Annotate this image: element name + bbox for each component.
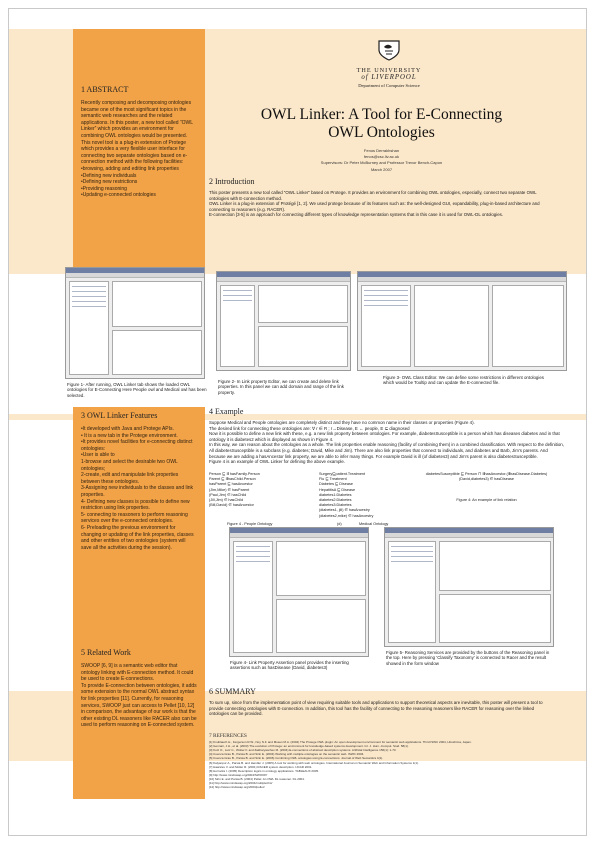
- axiom-row: (Jim,Mike) ∈ hasParent: [209, 487, 250, 492]
- reference-item: [8] Horrocks I. (2005) Description logics in ontology applications. TABLEAUX 2005.: [209, 768, 319, 773]
- summary-text: To sum up, since from the implementation point of view requiring suitable tools and applications to support theoretical aspects are inevitable, this poster will present a tool to provide connecting ontologies with E-connection. In addition, this tool has the facility of connecting to the reasoning reasoners like RACER for reasoning over the linked ontologies can be provided.: [209, 700, 543, 717]
- reference-item: [4] Cuenca Grau B., Parsia B. and Sirin E. (2004) Working with multiple ontologies on the semantic web. ISWC 2004.: [209, 752, 365, 757]
- title-line-2: OWL Ontologies: [328, 124, 435, 141]
- reference-item: [10] Sirin E. and Parsia B. (2004) Pellet: An OWL DL reasoner. DL 2004.: [209, 776, 305, 781]
- title-line-1: OWL Linker: A Tool for E-Connecting: [260, 106, 503, 123]
- abstract-bullet: •Updating e-connected ontologies: [81, 192, 156, 199]
- axiom-row: diabetes1:Diabetes: [319, 492, 352, 497]
- feature-item: •It developed with Java and Protege APIs.: [81, 426, 174, 432]
- medical-label-d: (d): [337, 522, 342, 526]
- poster-date: March 2007: [370, 167, 393, 172]
- reference-item: [2] Gennari, J.H., et al. (2003) The evolution of Protege: an environment for knowledge-based systems development. Int. J. Hum.-Comput. Stud. 58(1).: [209, 744, 409, 749]
- axiom-row: Person ⊑ ∃ hasFamily.Person: [209, 472, 260, 476]
- abstract-heading: 1 ABSTRACT: [81, 85, 129, 94]
- summary-section: [209, 687, 554, 717]
- example-p5: Figure 4 is an example of OWL Linker for defining the above example.: [209, 459, 346, 465]
- reference-item: [12] http://www.mindswap.org/2003/pellet/: [209, 785, 265, 790]
- axiom-row: (Jill,Jim) ∈ hasChild: [209, 498, 244, 503]
- axiom-row: (diabetes1, jill) ∈ hasAncestry: [319, 508, 370, 513]
- axiom-row: Parent ⊑ ∃hasChild.Person: [209, 477, 256, 482]
- figure-2-screenshot: [216, 271, 351, 371]
- example-p1: Suppose Medical and People ontologies are completely distinct and they have no common name in their classes or properties (Figure 4).: [209, 420, 475, 425]
- feature-item: • It is a new tab in the Protege environment.: [81, 432, 178, 439]
- figure-1-screenshot: [65, 267, 205, 379]
- university-logo: [339, 39, 439, 88]
- feature-item: 1-browse and select the desirable two OWL ontologies;: [81, 458, 178, 472]
- feature-item: 4- Defining new classes is possible to define new restriction using link properties.: [81, 498, 190, 512]
- example-heading: 4 Example: [209, 407, 244, 416]
- feature-item: 2-create, edit and manipulate link properties between these ontologies.: [81, 472, 179, 485]
- axiom-row: (Bill,David) ∈ hasAncestor: [209, 503, 254, 508]
- introduction-p1: This poster presents a new tool called “OWL Linker” based on Protege. It provides an environment for combining OWL ontologies, especially, connect two separate OWL ontologies with E-connection method.: [209, 190, 537, 201]
- supervisors: Supervisors: Dr Peter McBurney and Professor Trevor Bench-Capon: [320, 160, 443, 165]
- figure-3-screenshot: [357, 271, 567, 371]
- abstract-text: Recently composing and decomposing ontologies became one of the most significant topics in the semantic web researches and the related applications. In this poster, a new tool called “OWL Linker” which provides an environment for combining OWL ontologies would be presented. This novel tool is a plug-in extension of Protege which provides a very flexible user interface for connecting two separate ontologies based on e-connection method with the following facilities:: [81, 100, 193, 166]
- axiom-row: (Paul,Jim) ∈ hasChild: [209, 492, 247, 497]
- example-p4: In this way, we can reason about the ontologies as a whole. The link properties enable reasoning (facility of combining them) in a combined classification. With respect to the definition, All diabetesSusceptible is a subclass (e.g. diabetes; David, Mike and Jim). There are also link properties that connect to individuals, and diabetes and Barb, Jim's parents. And because we are adding a hasAncestor link property, we are able to infer many things. For example David is ill (of diabetes3) and Jim's parent is also diabetesSusceptible.: [209, 442, 564, 459]
- link-relation-label: Figure 4: An example of link relation: [456, 498, 517, 503]
- example-p3: Now it is possible to define a new link with these, e.g. a new link property between ontologies. For example, diabetesSusceptible is a person which has diseases diabetes and in that ontology it is diabetes2 which is displayed as shown in Figure 4.: [209, 431, 560, 442]
- reference-item: [7] Haarslev V. and Moller R. (2001) RACER system description. IJCAR 2001.: [209, 764, 313, 769]
- abstract-panel: [73, 29, 205, 274]
- axiom-row: diabetesSusceptible ⊑ Person ⊓ ∃hasAncestor.(∃hasDisease.Diabetes): [425, 472, 548, 476]
- abstract-bullet: •Defining new individuals: [81, 172, 137, 179]
- author: Fenos Derrakhshan: [363, 148, 400, 153]
- abstract-bullet: •browsing, adding and editing link properties: [81, 165, 179, 172]
- summary-heading: 6 SUMMARY: [209, 687, 256, 696]
- introduction-p3: E-connection [3-5] is an approach for connecting different types of knowledge representation systems that in this case it is used for OWL-DL ontologies.: [209, 212, 504, 218]
- axiom-row: (David,diabetes3) ∈ hasDisease: [458, 477, 514, 482]
- reference-item: [3] Kutz O., Lutz C., Wolter F. and Zakharyaschev M. (2004) E-connections of abstract description systems. Artificial Intelligence 156(1): 1-73.: [209, 748, 397, 753]
- axiom-row: (diabetes2,mike) ∈ hasAncestry: [319, 513, 374, 518]
- author-email: fenos@csc.liv.ac.uk: [363, 154, 400, 159]
- axiom-row: diabetes3:Diabetes: [319, 503, 352, 508]
- reference-item: [6] Kalyanpur A., Parsia B. and Hendler J. (2005) A tool for working with web ontologies. International Journal on Semantic Web and Information Systems 1(1).: [209, 760, 419, 765]
- introduction-heading: 2 Introduction: [209, 177, 255, 186]
- people-axioms: [209, 472, 319, 508]
- introduction-p2: OWL Linker is a plug-in extension of Protégé [1, 2]. We used protege because of its features such as: the well-designed GUI, expandability, plug-in-based architecture and connecting to reasoners (e.g. RACER).: [209, 201, 540, 212]
- poster-title: [209, 106, 554, 142]
- reference-item: [1] Knublauch H., Fergerson R.W., Noy N.F. and Musen M.A. (2004) The Protege OWL plugin: An open development environment for semantic web applications. Third ISWC 2004, Hiroshima, Japan.: [209, 740, 472, 745]
- figure-5-screenshot: [384, 527, 554, 647]
- features-panel: [73, 407, 205, 643]
- feature-item: •It provides novel facilities for e-connecting distinct ontologies:: [81, 439, 193, 452]
- axiom-row: Diabetes ⊑ Disease: [319, 482, 353, 487]
- references-heading: 7 REFERENCES: [209, 733, 247, 739]
- university-city: of LIVERPOOL: [361, 74, 417, 81]
- feature-item: •User is able to: [81, 452, 115, 459]
- feature-item: 5- connecting to reasoners to perform reasoning services over the e-connected ontologies.: [81, 511, 188, 525]
- figure-4-caption: Figure 4- Link Property Assertion panel provides the inserting assertions such as hasDisease (David, diabetes3): [230, 660, 349, 671]
- reference-item: [5] Cuenca Grau B., Parsia B. and Sirin E. (2006) Combining OWL ontologies using E-connections. Journal of Web Semantics 4(1).: [209, 756, 384, 761]
- example-section: [209, 407, 564, 465]
- related-text: SWOOP [6, 9] is a semantic web editor that ontology linking with E-connection method. It could be used to create E-connections.: [81, 663, 194, 683]
- university-name: THE UNIVERSITY: [356, 67, 422, 74]
- related-work-panel: [73, 641, 205, 799]
- axiom-row: Surgery⊑patient.Treatment: [319, 472, 366, 476]
- features-list: [81, 426, 197, 551]
- axiom-row: diabetes2:Diabetes: [319, 498, 352, 503]
- axiom-row: HepatitisA ⊑ Disease: [319, 487, 356, 492]
- poster-page: [8, 8, 587, 836]
- abstract-bullets: [81, 166, 197, 199]
- abstract-bullet: •Providing reasoning: [81, 185, 127, 192]
- feature-item: 6- Preloading the previous environment for changing or updating of the link properties, classes and other entities of two ontologies (system will save all the activities during the session).: [81, 524, 194, 551]
- medical-axioms: [319, 472, 409, 519]
- reference-item: [11] http://www.mindswap.org/2004/multipleOnt/: [209, 781, 273, 786]
- related-heading: 5 Related Work: [81, 648, 131, 657]
- figure-5-caption: Figure 5- Reasoning Services are provided by the buttons of the Reasoning panel in the top. Here by pressing ‘Classify Taxonomy’ is connected to Racer and the result showed in the form window: [386, 650, 550, 666]
- figure-3-caption: Figure 3- OWL Class Editor. We can define some restrictions in different ontologies which would be Tooltip and can update the E-connected file.: [383, 375, 544, 386]
- figure-1-caption: Figure 1- After running, OWL Linker tab shows the loaded OWL ontologies for E-Connecting Here People owl and Medical owl has been selected.: [67, 382, 207, 398]
- department: Department of Computer Science: [358, 83, 420, 88]
- axiom-row: Flu ⊑ Treatment: [319, 477, 347, 482]
- example-p2: The desired link for connecting these ontologies are: ∀ r ∈ R ; r→Disease, E ← people, E ⊆ diagnosed: [209, 425, 410, 431]
- references-section: [209, 734, 554, 789]
- medical-ontology-label: Medical Ontology: [359, 522, 389, 526]
- features-heading: 3 OWL Linker Features: [81, 411, 158, 420]
- introduction-section: [209, 177, 554, 218]
- figure-4-screenshot: [229, 527, 369, 657]
- related-text-2: To provide E-connection between ontologies, it adds some extension to the normal OWL abstract syntax for link properties [11]. Currently, for reasoning services, SWOOP just can access to Pellet [10, 12] in comparison, the advantage of our work is that the other existing DL reasoners like RACER also can be used to perform reasoning on E-connected system.: [81, 682, 197, 729]
- people-ontology-label: Figure 4 - People Ontology: [227, 522, 273, 526]
- link-axioms: [414, 472, 559, 504]
- abstract-bullet: •Defining new restrictions: [81, 179, 138, 186]
- reference-item: [9] http://www.mindswap.org/2004/SWOOP/: [209, 772, 268, 777]
- figure-2-caption: Figure 2- In Link property Editor, we can create and delete link properties. In this panel we can add domain and range of the link property.: [218, 379, 344, 395]
- feature-item: 3-Assigning new individuals to the classes and link properties.: [81, 485, 194, 498]
- axiom-row: hasParent ⊑ hasAncestor: [209, 482, 253, 487]
- crest-icon: [376, 39, 402, 61]
